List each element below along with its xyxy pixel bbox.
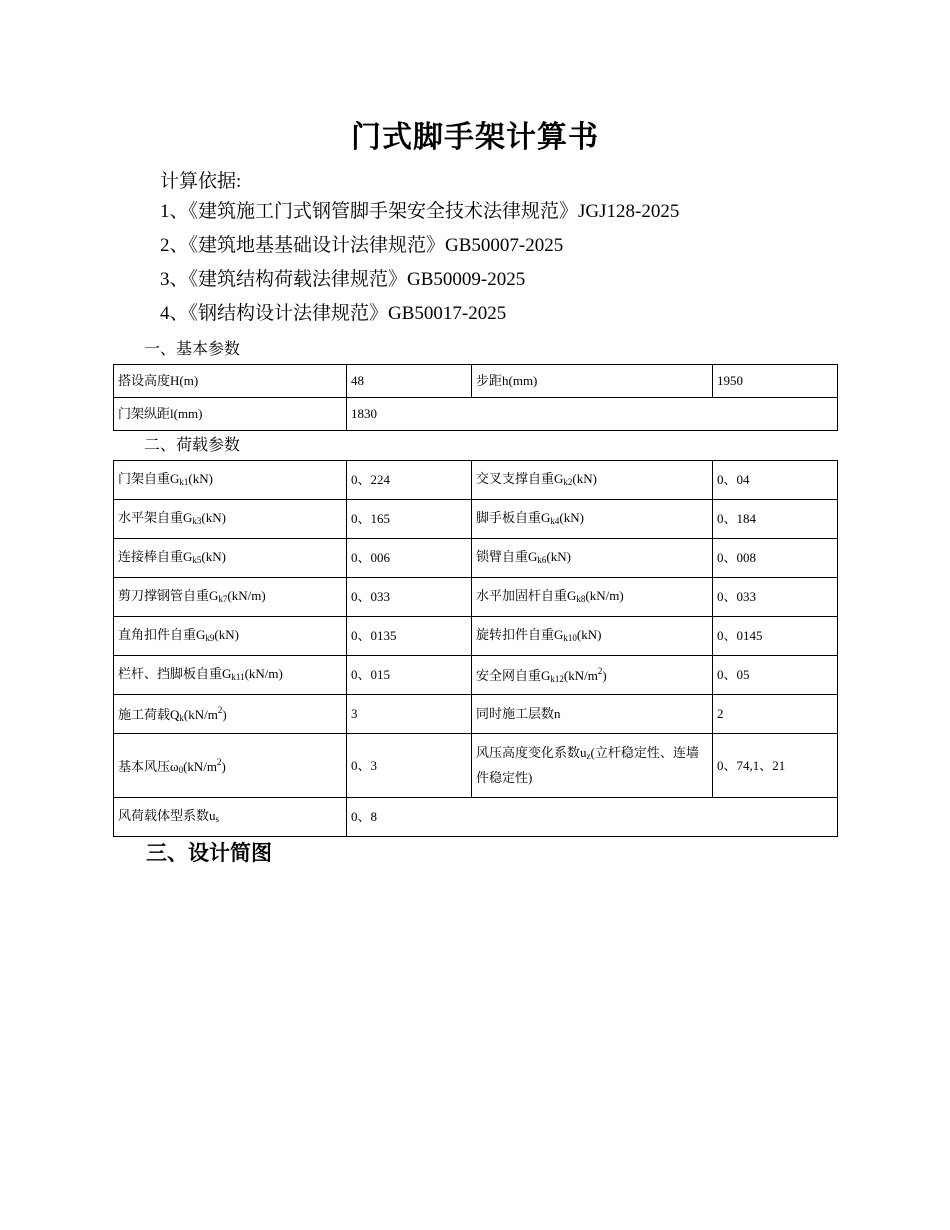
table-cell: 施工荷载$Q_k(kN/m^2)$ [114, 695, 347, 734]
table-cell: 0、04 [713, 461, 838, 500]
table-cell: 0、165 [347, 500, 472, 539]
table-cell: 栏杆、挡脚板自重$G_{k11}(kN/m)$ [114, 656, 347, 695]
table-row [114, 365, 838, 398]
table-cell: 搭设高度H(m) [114, 365, 347, 398]
table-row [114, 656, 838, 695]
table-row [114, 734, 838, 798]
table-cell: 0、033 [347, 578, 472, 617]
table-cell: 0、033 [713, 578, 838, 617]
table-cell: 0、015 [347, 656, 472, 695]
table-row [114, 695, 838, 734]
table-row [114, 617, 838, 656]
basis-item: 2、《建筑地基基础设计法律规范》GB50007-2025 [160, 235, 564, 256]
table-cell: 0、8 [347, 798, 838, 837]
table-cell: 3 [347, 695, 472, 734]
basis-item: 1、《建筑施工门式钢管脚手架安全技术法律规范》JGJ128-2025 [160, 201, 680, 222]
table-cell: 基本风压$\omega_0(kN/m^2)$ [114, 734, 347, 798]
table-cell: 1950 [713, 365, 838, 398]
page-title: 门式脚手架计算书 [351, 121, 599, 154]
table-cell: 门架纵距l(mm) [114, 398, 347, 431]
table-cell: 同时施工层数n [472, 695, 713, 734]
basis-list [160, 198, 679, 334]
table-cell: 0、0135 [347, 617, 472, 656]
table-cell: 步距h(mm) [472, 365, 713, 398]
table-cell: 锁臂自重$G_{k6}(kN)$ [472, 539, 713, 578]
table-row [114, 578, 838, 617]
table-cell: 0、008 [713, 539, 838, 578]
table-cell: 剪刀撑钢管自重$G_{k7}(kN/m)$ [114, 578, 347, 617]
table-cell: 旋转扣件自重$G_{k10}(kN)$ [472, 617, 713, 656]
table-cell: 直角扣件自重$G_{k9}(kN)$ [114, 617, 347, 656]
table-row [114, 398, 838, 431]
table-cell: 2 [713, 695, 838, 734]
table-cell: 0、0145 [713, 617, 838, 656]
table-cell: 水平架自重$G_{k3}(kN)$ [114, 500, 347, 539]
table-cell: 脚手板自重$G_{k4}(kN)$ [472, 500, 713, 539]
basis-item: 3、《建筑结构荷载法律规范》GB50009-2025 [160, 269, 526, 290]
basis-heading: 计算依据: [160, 171, 242, 192]
table-cell: 48 [347, 365, 472, 398]
table-cell: 0、05 [713, 656, 838, 695]
table-cell: 水平加固杆自重$G_{k8}(kN/m)$ [472, 578, 713, 617]
table-cell: 0、74,1、21 [713, 734, 838, 798]
table-cell: 1830 [347, 398, 838, 431]
table-cell: 交叉支撑自重$G_{k2}(kN)$ [472, 461, 713, 500]
table-cell: 连接棒自重$G_{k5}(kN)$ [114, 539, 347, 578]
table-cell: 门架自重$G_{k1}(kN)$ [114, 461, 347, 500]
basis-item: 4、《钢结构设计法律规范》GB50017-2025 [160, 303, 507, 324]
load-params-table [113, 460, 838, 837]
table-row [114, 798, 838, 837]
table-row [114, 500, 838, 539]
table-cell: 安全网自重$G_{k12}(kN/m^2)$ [472, 656, 713, 695]
table-cell: 0、006 [347, 539, 472, 578]
section-heading-diagram: 三、设计简图 [146, 841, 272, 865]
basic-params-table [113, 364, 838, 431]
table-cell: 0、224 [347, 461, 472, 500]
section-heading-basic: 一、基本参数 [144, 341, 241, 358]
table-row [114, 539, 838, 578]
table-cell: 0、184 [713, 500, 838, 539]
table-cell: 风压高度变化系数$u_z$(立杆稳定性、连墙件稳定性) [472, 734, 713, 798]
table-row [114, 461, 838, 500]
table-cell: 风荷载体型系数$u_s$ [114, 798, 347, 837]
table-cell: 0、3 [347, 734, 472, 798]
section-heading-load: 二、荷载参数 [144, 437, 241, 454]
